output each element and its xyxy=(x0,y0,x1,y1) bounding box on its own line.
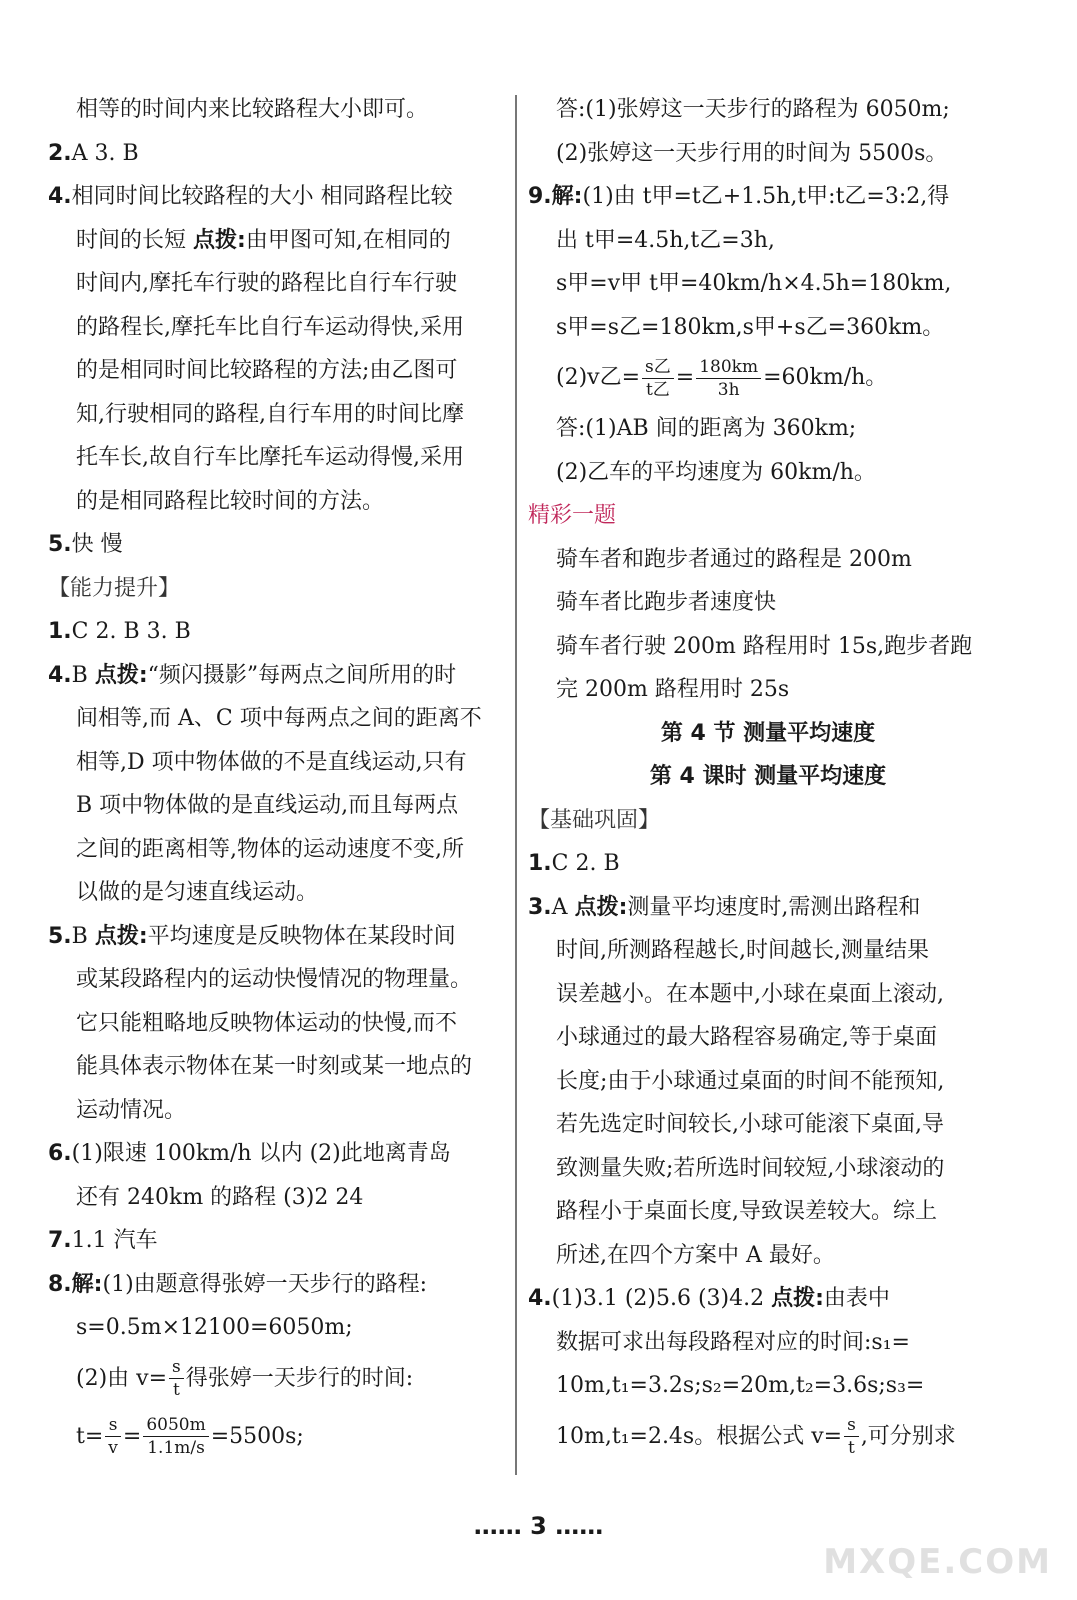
answer-item xyxy=(48,175,513,219)
item-number: 4. xyxy=(528,1286,552,1311)
answer-text: (1)由题意得张婷一天步行的路程: xyxy=(102,1271,428,1297)
item-number: 8. xyxy=(48,1271,72,1297)
answer-text: B xyxy=(71,662,95,688)
answer-text-line xyxy=(528,538,1008,582)
answer-text: 以做的是匀速直线运动。 xyxy=(76,880,319,905)
denominator: 3h xyxy=(717,379,740,400)
answer-text-line xyxy=(528,1190,1008,1234)
answer-text-line xyxy=(528,581,1008,625)
answer-text-line xyxy=(528,929,1008,973)
hint-keyword: 点拨: xyxy=(574,894,628,920)
answer-text: 托车长,故自行车比摩托车运动得慢,采用 xyxy=(76,445,464,470)
formula-text: 10m,t₁=2.4s。根据公式 v= xyxy=(556,1423,843,1449)
hint-keyword: 解: xyxy=(71,1271,103,1297)
answer-text-line xyxy=(48,1176,513,1220)
fraction xyxy=(143,1414,208,1459)
denominator: v xyxy=(108,1438,118,1458)
answer-text: 答:(1)AB 间的距离为 360km; xyxy=(556,416,857,441)
answer-text-line xyxy=(528,1060,1008,1104)
answer-text: s甲=s乙=180km,s甲+s乙=360km。 xyxy=(556,314,945,340)
lesson-title: 第 4 节 测量平均速度 xyxy=(660,720,876,746)
answer-text-line xyxy=(528,1016,1008,1060)
answer-text: B xyxy=(71,923,95,949)
answer-text-line xyxy=(528,407,1008,451)
answer-text: (2)乙车的平均速度为 60km/h。 xyxy=(556,459,876,485)
answer-text: 由甲图可知,在相同的 xyxy=(245,227,451,253)
section-heading: 【基础巩固】 xyxy=(528,807,661,833)
hint-keyword: 点拨: xyxy=(94,662,148,688)
formula-text: t= xyxy=(76,1423,104,1449)
item-number: 6. xyxy=(48,1141,72,1166)
item-number: 5. xyxy=(48,532,72,557)
answer-text: 间相等,而 A、C 项中每两点之间的距离不 xyxy=(76,706,482,731)
answer-text: 相等,D 项中物体做的不是直线运动,只有 xyxy=(76,749,467,775)
denominator: t乙 xyxy=(645,379,670,400)
answer-text: (1)3.1 (2)5.6 (3)4.2 xyxy=(551,1286,772,1311)
answer-text-line xyxy=(48,697,513,741)
answer-text: 之间的距离相等,物体的运动速度不变,所 xyxy=(76,836,464,862)
answer-item xyxy=(48,132,513,176)
answer-text-line xyxy=(528,1103,1008,1147)
left-column xyxy=(48,88,513,1466)
answer-text: 的路程长,摩托车比自行车运动得快,采用 xyxy=(76,314,464,340)
answer-text: 它只能粗略地反映物体运动的快慢,而不 xyxy=(76,1010,457,1036)
answer-text: C 2. B xyxy=(551,851,620,876)
answer-item xyxy=(48,654,513,698)
answer-text: 完 200m 路程用时 25s xyxy=(556,677,790,702)
numerator: 180km xyxy=(696,356,761,379)
answer-text: 时间的长短 xyxy=(76,227,193,253)
answer-text-line xyxy=(48,1045,513,1089)
answer-text: 的是相同时间比较路程的方法;由乙图可 xyxy=(76,358,458,383)
answer-text-line xyxy=(48,262,513,306)
numerator: s乙 xyxy=(642,356,674,379)
item-number: 1. xyxy=(528,851,552,876)
hint-keyword: 点拨: xyxy=(94,923,148,949)
answer-text: “频闪摄影”每两点之间所用的时 xyxy=(147,662,457,688)
answer-item xyxy=(528,175,1008,219)
formula-text: 得张婷一天步行的时间: xyxy=(185,1365,414,1391)
denominator: 1.1m/s xyxy=(147,1438,205,1458)
numerator: s xyxy=(105,1414,121,1437)
answer-text-line xyxy=(48,88,513,132)
answer-text-line xyxy=(528,451,1008,495)
answer-text: C 2. B 3. B xyxy=(71,619,191,644)
item-number: 3. xyxy=(528,894,552,920)
formula-line xyxy=(528,349,1008,407)
formula-text: (2)v乙= xyxy=(556,365,641,390)
answer-text: 所述,在四个方案中 A 最好。 xyxy=(556,1242,835,1268)
answer-text: 时间,所测路程越长,时间越长,测量结果 xyxy=(556,938,929,963)
answer-item xyxy=(48,915,513,959)
answer-text-line xyxy=(528,668,1008,712)
hint-keyword: 解: xyxy=(551,184,583,209)
formula-line xyxy=(48,1408,513,1466)
answer-item xyxy=(48,1263,513,1307)
answer-text-line xyxy=(48,219,513,263)
answer-text: 出 t甲=4.5h,t乙=3h, xyxy=(556,227,775,253)
answer-text: 的是相同路程比较时间的方法。 xyxy=(76,488,385,514)
answer-text: 时间内,摩托车行驶的路程比自行车行驶 xyxy=(76,271,457,296)
formula-line xyxy=(528,1408,1008,1466)
answer-text-line xyxy=(528,132,1008,176)
formula-text: ,可分别求 xyxy=(860,1423,956,1449)
answer-text-line xyxy=(528,219,1008,263)
fraction xyxy=(105,1414,121,1459)
answer-text: 相同时间比较路程的大小 相同路程比较 xyxy=(71,184,453,209)
fraction xyxy=(696,356,761,401)
denominator: t xyxy=(172,1380,180,1400)
answer-text: A xyxy=(551,894,575,920)
formula-text: =5500s; xyxy=(210,1423,304,1449)
answer-text: 或某段路程内的运动快慢情况的物理量。 xyxy=(76,967,473,992)
numerator: 6050m xyxy=(143,1414,208,1437)
answer-text: 相等的时间内来比较路程大小即可。 xyxy=(76,97,429,122)
answer-text-line xyxy=(48,871,513,915)
lesson-title: 第 4 课时 测量平均速度 xyxy=(649,764,887,789)
answer-text: s甲=v甲 t甲=40km/h×4.5h=180km, xyxy=(556,271,952,296)
answer-text-line xyxy=(48,1306,513,1350)
answer-text: 骑车者行驶 200m 路程用时 15s,跑步者跑 xyxy=(556,633,973,659)
answer-text-line xyxy=(48,1002,513,1046)
answer-text: 致测量失败;若所选时间较短,小球滚动的 xyxy=(556,1155,945,1181)
answer-text: 能具体表示物体在某一时刻或某一地点的 xyxy=(76,1054,473,1079)
denominator: t xyxy=(848,1438,855,1458)
answer-text: A 3. B xyxy=(71,140,139,166)
answer-text: 运动情况。 xyxy=(76,1097,187,1123)
answer-text-line xyxy=(48,480,513,524)
formula-text: =60km/h。 xyxy=(763,365,888,390)
answer-text: 骑车者和跑步者通过的路程是 200m xyxy=(556,546,912,572)
hint-keyword: 点拨: xyxy=(771,1286,824,1311)
answer-text: 由表中 xyxy=(823,1286,890,1311)
answer-text-line xyxy=(48,828,513,872)
answer-text: B 项中物体做的是直线运动,而且每两点 xyxy=(76,793,459,818)
answer-text-line xyxy=(528,1321,1008,1365)
column-divider xyxy=(515,95,517,1475)
answer-text: 快 慢 xyxy=(71,532,123,557)
answer-text: 长度;由于小球通过桌面的时间不能预知, xyxy=(556,1068,945,1094)
page-number: …… 3 …… xyxy=(473,1512,604,1540)
answer-text: (1)由 t甲=t乙+1.5h,t甲:t乙=3:2,得 xyxy=(582,184,950,209)
answer-text: 答:(1)张婷这一天步行的路程为 6050m; xyxy=(556,97,950,122)
answer-item xyxy=(528,886,1008,930)
answer-text: s=0.5m×12100=6050m; xyxy=(76,1315,353,1340)
answer-text-line xyxy=(48,958,513,1002)
item-number: 1. xyxy=(48,619,72,644)
fraction xyxy=(642,356,674,401)
item-number: 5. xyxy=(48,923,72,949)
answer-text: 知,行驶相同的路程,自行车用的时间比摩 xyxy=(76,401,464,427)
item-number: 9. xyxy=(528,184,552,209)
answer-text-line xyxy=(48,306,513,350)
answer-item xyxy=(528,842,1008,886)
hint-keyword: 点拨: xyxy=(193,227,246,253)
answer-text: 测量平均速度时,需测出路程和 xyxy=(627,894,921,920)
item-number: 4. xyxy=(48,184,72,209)
item-number: 7. xyxy=(48,1228,72,1253)
answer-text: 误差越小。在本题中,小球在桌面上滚动, xyxy=(556,981,944,1007)
formula-text: = xyxy=(675,365,695,390)
answer-text-line xyxy=(528,1147,1008,1191)
answer-item xyxy=(528,1277,1008,1321)
answer-text: (1)限速 100km/h 以内 (2)此地离青岛 xyxy=(71,1141,451,1166)
answer-text-line xyxy=(528,973,1008,1017)
answer-text: 平均速度是反映物体在某段时间 xyxy=(147,923,456,949)
answer-text: 数据可求出每段路程对应的时间:s₁= xyxy=(556,1329,910,1355)
answer-text-line xyxy=(48,436,513,480)
right-column xyxy=(528,88,1008,1466)
answer-text-line xyxy=(48,1089,513,1133)
answer-text: 若先选定时间较长,小球可能滚下桌面,导 xyxy=(556,1112,944,1137)
answer-text: 小球通过的最大路程容易确定,等于桌面 xyxy=(556,1025,937,1050)
answer-text: 1.1 汽车 xyxy=(71,1228,158,1253)
fraction xyxy=(844,1414,859,1459)
item-number: 4. xyxy=(48,662,72,688)
answer-text: (2)张婷这一天步行用的时间为 5500s。 xyxy=(556,140,948,166)
answer-text: 路程小于桌面长度,导致误差较大。综上 xyxy=(556,1199,937,1224)
answer-text: 还有 240km 的路程 (3)2 24 xyxy=(76,1184,364,1210)
numerator: s xyxy=(844,1414,859,1437)
answer-item xyxy=(48,1219,513,1263)
formula-text: = xyxy=(122,1423,142,1449)
answer-item xyxy=(48,1132,513,1176)
fraction xyxy=(169,1356,184,1401)
answer-text-line xyxy=(48,784,513,828)
formula-line xyxy=(48,1350,513,1408)
answer-text-line xyxy=(528,262,1008,306)
answer-text-line xyxy=(528,1364,1008,1408)
answer-text-line xyxy=(528,88,1008,132)
answer-item xyxy=(48,523,513,567)
watermark-logo: MXQE.COM xyxy=(823,1542,1052,1582)
section-heading: 【能力提升】 xyxy=(48,575,181,601)
answer-text-line xyxy=(528,625,1008,669)
answer-text-line xyxy=(48,393,513,437)
answer-item xyxy=(48,610,513,654)
answer-text-line xyxy=(528,1234,1008,1278)
highlight-heading: 精彩一题 xyxy=(528,503,617,528)
numerator: s xyxy=(169,1356,184,1379)
formula-text: (2)由 v= xyxy=(76,1365,168,1391)
answer-text: 10m,t₁=3.2s;s₂=20m,t₂=3.6s;s₃= xyxy=(556,1373,925,1398)
answer-text-line xyxy=(528,306,1008,350)
answer-text-line xyxy=(48,349,513,393)
item-number: 2. xyxy=(48,140,72,166)
answer-text-line xyxy=(48,741,513,785)
answer-text: 骑车者比跑步者速度快 xyxy=(556,590,777,615)
